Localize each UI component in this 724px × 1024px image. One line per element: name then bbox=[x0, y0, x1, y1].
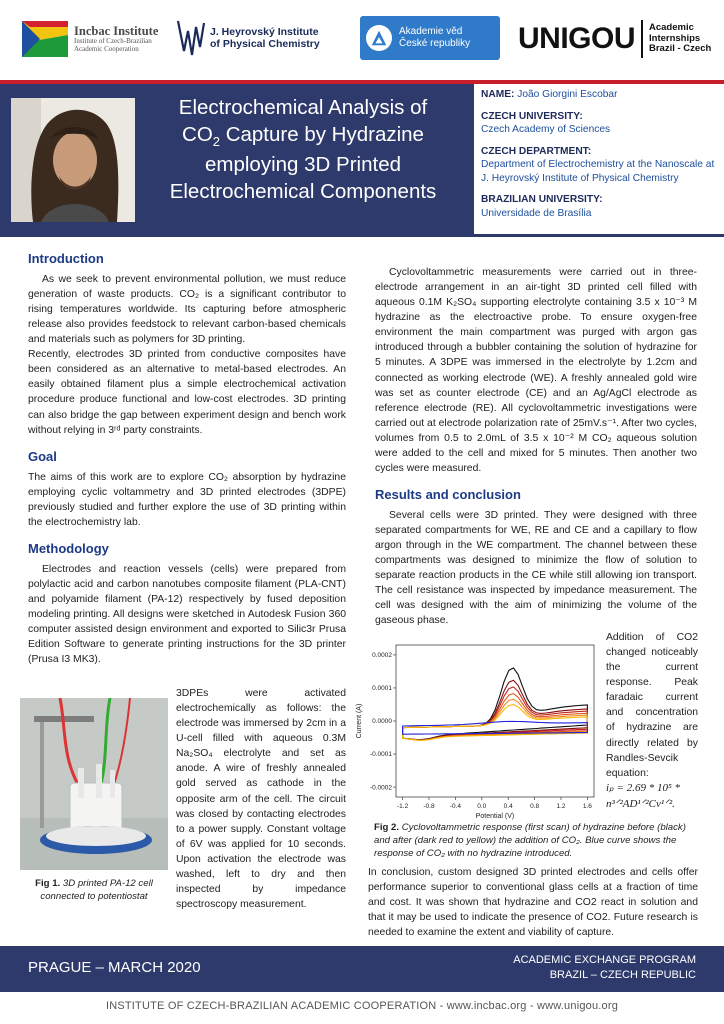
logo-bar bbox=[0, 0, 724, 80]
x-tick-label: -1.2 bbox=[396, 803, 409, 810]
akademie-logo bbox=[360, 16, 500, 60]
footer-program: ACADEMIC EXCHANGE PROGRAM BRAZIL – CZECH REPUBLIC bbox=[513, 954, 696, 982]
title-line-1: Electrochemical Analysis of bbox=[178, 96, 428, 119]
unigou-logo bbox=[518, 14, 711, 64]
footer-banner bbox=[0, 946, 724, 992]
unigou-sub-3: Brazil - Czech bbox=[649, 43, 712, 55]
incbac-sub-2: Academic Cooperation bbox=[74, 44, 139, 53]
methodology-paragraph-1: Electrodes and reaction vessels (cells) were prepared from polylactic acid and carbon nanotubes composite filament (PLA-CNT) and polyamide filament (PA-12) respectively by fused deposition modeling printing. All designs were sketched in Autodesk Fusion 360 computer assisted design environment and exported to Silic3r Prusa Edition Software to generate printing instructions for the 3D printer (Prusa I3 MK3). bbox=[28, 563, 346, 666]
goal-heading: Goal bbox=[28, 448, 57, 464]
heyrovsky-wave-icon bbox=[176, 17, 206, 61]
info-czech-university: CZECH UNIVERSITY: Czech Academy of Sciences bbox=[481, 110, 611, 136]
title-line-3: employing 3D Printed bbox=[205, 152, 401, 176]
introduction-paragraph-2: Recently, electrodes 3D printed from conductive composites have been considered as an alternative to metal-based electrodes. An easily obtained filament plus a simple electrochemical activation procedure produce functional and low-cost electrodes. 3D printing can also bridge the gap between experiment design and bench work without relying in 3ʳᵈ party constraints. bbox=[28, 349, 346, 436]
unigou-divider bbox=[641, 20, 643, 58]
randles-sevcik-text: Addition of CO2 changed noticeably the current response. Peak faradaic current and concentration of hydrazine are directly related by Randles-Sevcik equation: iₚ = 2.69 * 10⁵ * n³ᐟ²AD¹ᐟ²Cv¹ᐟ². bbox=[606, 630, 698, 813]
incbac-logo bbox=[22, 14, 158, 64]
unigou-sub-1: Academic bbox=[649, 21, 694, 33]
poster-header bbox=[0, 84, 724, 234]
title-line-4: Electrochemical Components bbox=[169, 179, 437, 203]
footer-urls: INSTITUTE OF CZECH-BRAZILIAN ACADEMIC COOPERATION - www.incbac.org - www.unigou.org bbox=[105, 1000, 619, 1012]
author-info bbox=[481, 88, 716, 229]
x-tick-label: -0.4 bbox=[449, 803, 462, 810]
unigou-sub-2: Internships bbox=[649, 32, 701, 44]
info-brazilian-university: BRAZILIAN UNIVERSITY: Universidade de Brasília bbox=[481, 194, 603, 219]
poster-title bbox=[142, 94, 464, 205]
y-axis-label: Current (A) bbox=[356, 703, 363, 739]
introduction-paragraph-1: As we seek to prevent environmental pollution, we must reduce generation of waste products. CO₂ is a significant contributor to rising temperatures worldwide. Its capturing before atmospheric release also provides feedstock to relevant carbon-based chemicals and materials such as polymers for 3D printing. bbox=[28, 273, 346, 346]
title-banner bbox=[0, 84, 474, 234]
unigou-wordmark: UNIGOU bbox=[518, 22, 635, 55]
akademie-line-1: Akademie věd bbox=[399, 26, 463, 37]
figure-2-caption: Fig 2. Cyclovoltammetric response (first scan) of hydrazine before (black) and after (dark red to yellow) the addition of CO₂. Blue curve shows the response of CO₂ with no hydrazine introduced. bbox=[374, 822, 686, 859]
right-column bbox=[375, 265, 697, 629]
x-tick-label: 1.6 bbox=[582, 803, 592, 810]
author-photo bbox=[11, 98, 135, 222]
plot-frame bbox=[396, 645, 594, 797]
results-heading: Results and conclusion bbox=[375, 487, 521, 503]
info-czech-department: CZECH DEPARTMENT: Department of Electrochemistry at the Nanoscale at J. Heyrovský Institute of Physical Chemistry bbox=[481, 145, 715, 184]
akademie-emblem-icon bbox=[366, 25, 392, 51]
conclusion-paragraph: In conclusion, custom designed 3D printed electrodes and cells offer performance superior to conventional glass cells at a fraction of time and cost. It was shown that hydrazine and CO2 react in solution and that it may be used to indicate the presence of CO2. Future research is needed to examine the extent and viability of capture. bbox=[368, 867, 698, 939]
methodology-paragraph-2: 3DPEs were activated electrochemically as follows: the electrode was immersed by 2cm in a U-cell filled with aqueous 0.3M Na₂SO₄ electrolyte and set as anode. A wire of freshly annealed gold served as cathode in the opposite arm of the cell. The circuit was closed by contacting electrodes to a power supply. Constant voltage of 6V was applied for 10 seconds. Upon activation the electrode was washed, left to dry and then inspected by impedance spectroscopy measurement. bbox=[176, 688, 346, 911]
heyrovsky-line-2: of Physical Chemistry bbox=[210, 38, 320, 50]
akademie-line-2: České republiky bbox=[399, 38, 471, 49]
x-tick-label: 0.4 bbox=[503, 803, 513, 810]
y-tick-label: -0.0002 bbox=[369, 784, 392, 792]
figure-1-caption: Fig 1. 3D printed PA-12 cell connected to potentiostat bbox=[35, 878, 153, 902]
x-tick-label: -0.8 bbox=[423, 803, 435, 810]
heyrovsky-line-1: J. Heyrovský Institute bbox=[210, 26, 319, 39]
heyrovsky-logo bbox=[176, 14, 320, 64]
x-axis-label: Potential (V) bbox=[475, 813, 515, 820]
methodology-heading: Methodology bbox=[28, 540, 109, 556]
x-tick-label: 0.8 bbox=[530, 803, 540, 810]
info-name: NAME: João Giorgini Escobar bbox=[481, 89, 618, 100]
y-tick-label: 0.0000 bbox=[372, 718, 392, 726]
cyclovoltammetry-paragraph: Cyclovoltammetric measurements were carried out in three-electrode arrangement in an air-tight 3D printed cell filled with aqueous 0.1M K₂SO₄ supporting electrolyte containing 3.5 x 10⁻³ M hydrazine as the electroactive probe. To ensure oxygen-free environment the main compartment was purged with argon gas introduced through a bubbler containing the solution of hydrazine for 5 minutes. A 3DPE was immersed in the electrolyte by 1.2cm and connected as working electrode (WE). A freshly annealed gold wire was set as counter electrode (CE) and an Ag/AgCl electrode as reference electrode (RE). All cyclovoltammetric investigations were carried out at electrode polarization rate of 25mV.s⁻¹. After two cycles, volumes from 0.5 to 2.0mL of 3.5 x 10⁻² M CO₂ aqueous solution were added to the cell and mixed for 5 minutes. Then another two cycles were measured. bbox=[375, 267, 697, 475]
left-column bbox=[28, 250, 346, 667]
header-rule bbox=[0, 234, 724, 237]
incbac-title: Incbac Institute bbox=[74, 24, 159, 39]
results-paragraph-1: Several cells were 3D printed. They were designed with three separated compartments for WE, RE and CE and a capillary to flow argon through in the WE compartment. The channel between these compartments was designed to minimize the flow of solution to separate reaction products in the CE while still allowing ion transport. The cell resistance was inspected by impedance measurement. The cell was designed with the aim of minimizing the volume of the gaseous phase. bbox=[375, 509, 697, 627]
title-line-2: $CO_2$ Capture by Hydrazine bbox=[182, 123, 424, 150]
y-tick-label: 0.0002 bbox=[372, 652, 392, 660]
y-tick-label: -0.0001 bbox=[369, 751, 392, 759]
x-tick-label: 0.0 bbox=[477, 803, 487, 810]
randles-sevcik-equation: iₚ = 2.69 * 10⁵ * n³ᐟ²AD¹ᐟ²Cv¹ᐟ². bbox=[606, 781, 681, 810]
goal-paragraph: The aims of this work are to explore CO₂ absorption by hydrazine employing cyclic voltammetry and 3D printed electrodes (3DPE) previously studied and further explore the use of 3D printing within the electrochemistry lab. bbox=[28, 471, 346, 528]
y-tick-label: 0.0001 bbox=[372, 685, 392, 693]
incbac-flag-icon bbox=[22, 21, 68, 57]
figure-2-chart bbox=[352, 637, 602, 820]
x-tick-label: 1.2 bbox=[556, 803, 566, 810]
incbac-sub-1: Institute of Czech-Brazilian bbox=[74, 37, 152, 46]
figure-1-photo bbox=[20, 698, 168, 870]
footer-location-date: PRAGUE – MARCH 2020 bbox=[28, 959, 201, 976]
introduction-heading: Introduction bbox=[28, 251, 104, 266]
